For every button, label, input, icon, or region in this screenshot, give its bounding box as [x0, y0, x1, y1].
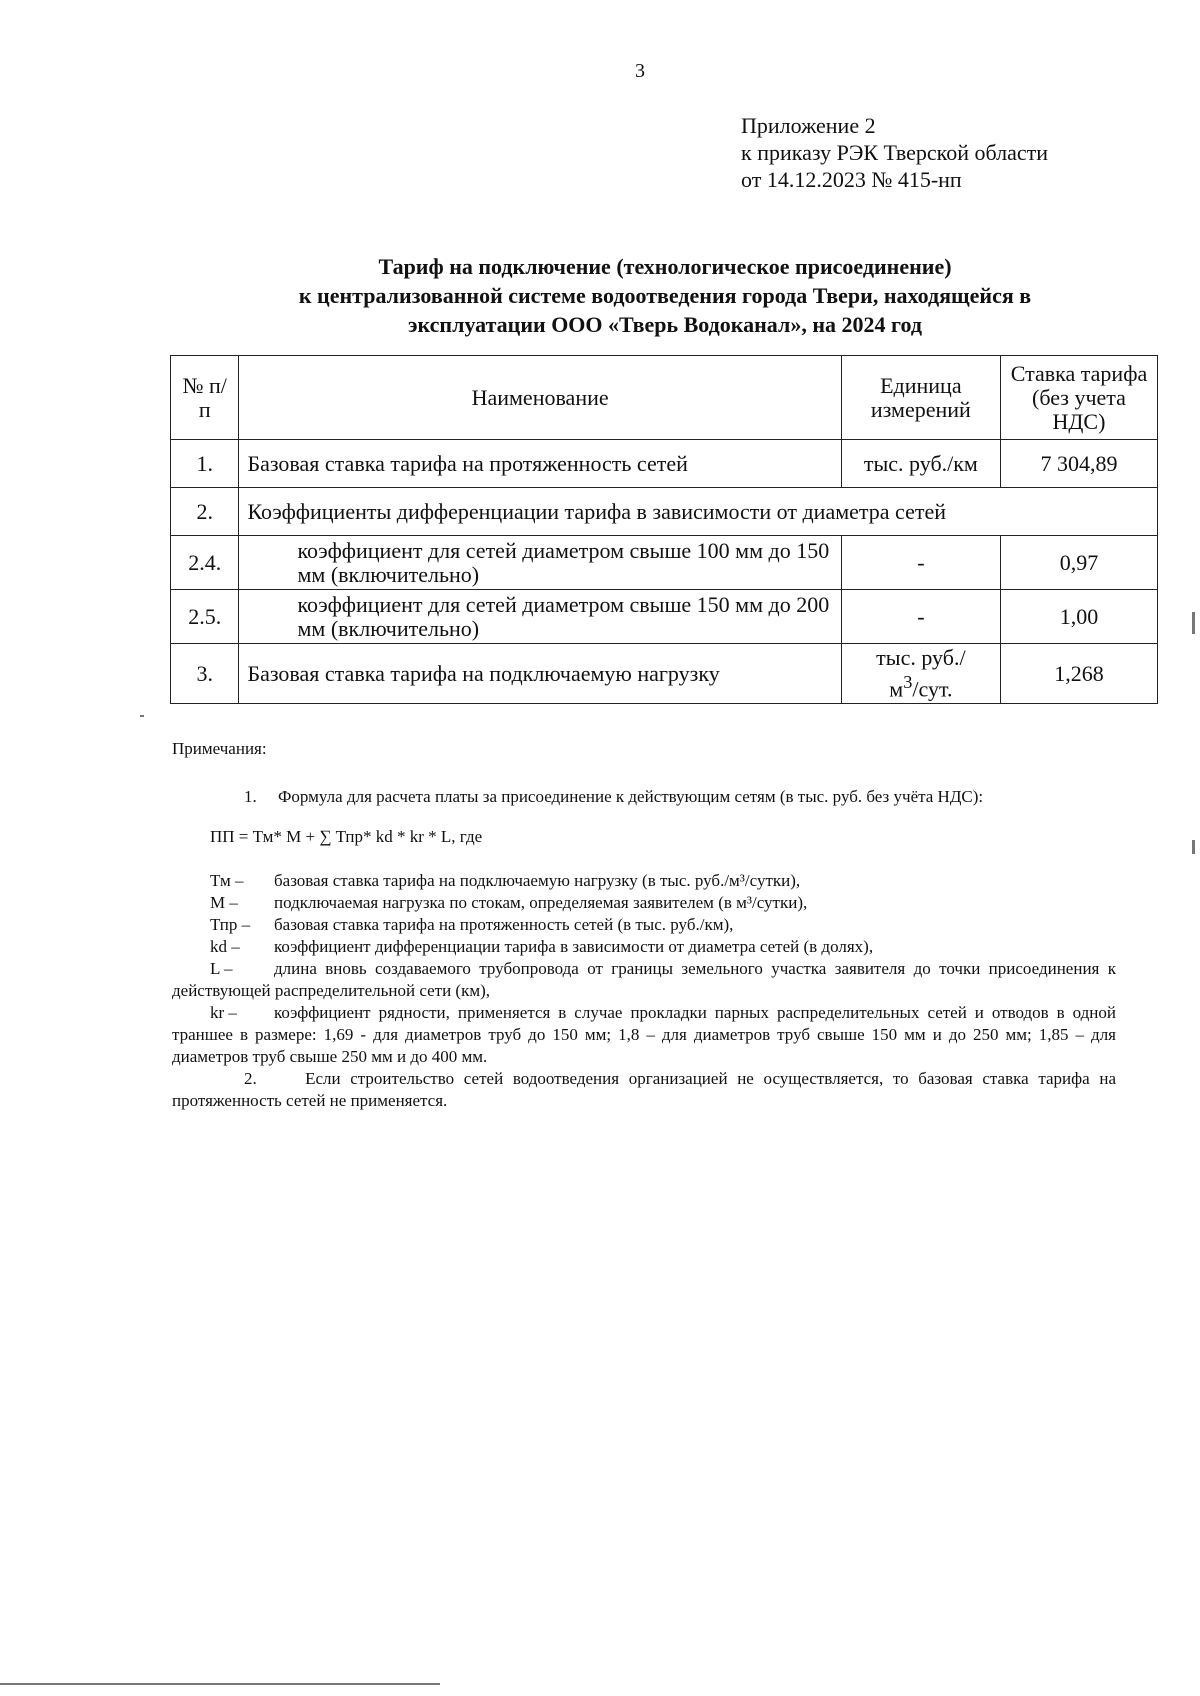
header-unit: Единица измерений	[841, 356, 1000, 440]
definition-symbol: М –	[210, 893, 238, 912]
notes-heading: Примечания:	[172, 739, 267, 758]
row-unit: -	[841, 590, 1000, 644]
table-row	[171, 440, 1158, 488]
appendix-reference	[741, 112, 1048, 193]
header-rate: Ставка тарифа (без учета НДС)	[1000, 356, 1157, 440]
row-rate: 1,268	[1000, 644, 1157, 704]
note-item-1: 1. Формула для расчета платы за присоединение к действующим сетям (в тыс. руб. без учёта НДС):	[244, 787, 984, 806]
row-rate: 0,97	[1000, 536, 1157, 590]
title-line-2: к централизованной системе водоотведения города Твери, находящейся в	[298, 283, 1032, 308]
row-name: коэффициент для сетей диаметром свыше 100 мм до 150 мм (включительно)	[239, 536, 841, 590]
table-header-row	[171, 356, 1158, 440]
tariff-table	[170, 355, 1158, 704]
row-num: 3.	[171, 644, 239, 704]
header-num: № п/п	[171, 356, 239, 440]
scan-mark	[1192, 840, 1195, 854]
appendix-line-2: к приказу РЭК Тверской области	[741, 140, 1049, 165]
definition-text: подключаемая нагрузка по стокам, определяемая заявителем (в м³/сутки),	[274, 893, 808, 912]
row-unit: -	[841, 536, 1000, 590]
note-item-2: 2. Если строительство сетей водоотведения организацией не осуществляется, то базовая ставка тарифа на протяженность сетей не применяется.	[172, 1069, 1116, 1110]
formula: ПП = Тм* М + ∑ Тпр* kd * kr * L, где	[210, 827, 483, 846]
row-num: 2.4.	[171, 536, 239, 590]
table-row	[171, 488, 1158, 536]
definition-text: коэффициент дифференциации тарифа в зависимости от диаметра сетей (в долях),	[274, 937, 874, 956]
header-name: Наименование	[239, 356, 841, 440]
table-row	[171, 536, 1158, 590]
definition-text: базовая ставка тарифа на подключаемую нагрузку (в тыс. руб./м³/сутки),	[274, 871, 801, 890]
scan-mark	[140, 715, 144, 717]
definition-symbol: Тпр –	[210, 915, 251, 934]
row-rate: 7 304,89	[1000, 440, 1157, 488]
row-rate: 1,00	[1000, 590, 1157, 644]
definition-text: базовая ставка тарифа на протяженность сетей (в тыс. руб./км),	[274, 915, 734, 934]
unit-line-1: тыс. руб./	[876, 645, 966, 670]
appendix-line-3: от 14.12.2023 № 415-нп	[741, 167, 962, 192]
definition-text: длина вновь создаваемого трубопровода от границы земельного участка заявителя до точки присоединения к действующей распределительной сети (км),	[172, 959, 1116, 1000]
definition-symbol: kd –	[210, 937, 240, 956]
row-num: 1.	[171, 440, 239, 488]
row-num: 2.5.	[171, 590, 239, 644]
definition-item	[172, 936, 1116, 958]
document-title	[170, 252, 1160, 339]
title-line-1: Тариф на подключение (технологическое присоединение)	[378, 254, 952, 279]
row-unit	[841, 644, 1000, 704]
row-name: Базовая ставка тарифа на подключаемую нагрузку	[239, 644, 841, 704]
definition-item	[172, 914, 1116, 936]
definition-item	[172, 870, 1116, 892]
row-name: Базовая ставка тарифа на протяженность сетей	[239, 440, 841, 488]
unit-line-2: $м^3$/сут.	[889, 672, 953, 702]
table-row	[171, 644, 1158, 704]
definition-item	[172, 1002, 1116, 1068]
definition-item	[172, 958, 1116, 1002]
row-num: 2.	[171, 488, 239, 536]
row-name: Коэффициенты дифференциации тарифа в зависимости от диаметра сетей	[239, 488, 1158, 536]
notes-section	[172, 738, 1116, 1112]
row-name: коэффициент для сетей диаметром свыше 150 мм до 200 мм (включительно)	[239, 590, 841, 644]
definition-symbol: Тм –	[210, 871, 244, 890]
definition-symbol: kr –	[210, 1003, 237, 1022]
row-unit: тыс. руб./км	[841, 440, 1000, 488]
scan-mark	[1192, 612, 1195, 634]
table-row	[171, 590, 1158, 644]
definition-text: коэффициент рядности, применяется в случае прокладки парных распределительных сетей и отводов в одной траншее в размере: 1,69 - для диаметров труб до 150 мм; 1,8 – для диаметров труб свыше 150 мм и до 250 мм; 1,85 – для диаметров труб свыше 250 мм и до 400 мм.	[172, 1003, 1116, 1066]
page-number: 3	[635, 60, 645, 82]
definition-symbol: L –	[210, 959, 233, 978]
title-line-3: эксплуатации ООО «Тверь Водоканал», на 2024 год	[408, 312, 922, 337]
definition-item	[172, 892, 1116, 914]
appendix-line-1: Приложение 2	[741, 113, 876, 138]
scan-mark	[0, 1683, 440, 1685]
